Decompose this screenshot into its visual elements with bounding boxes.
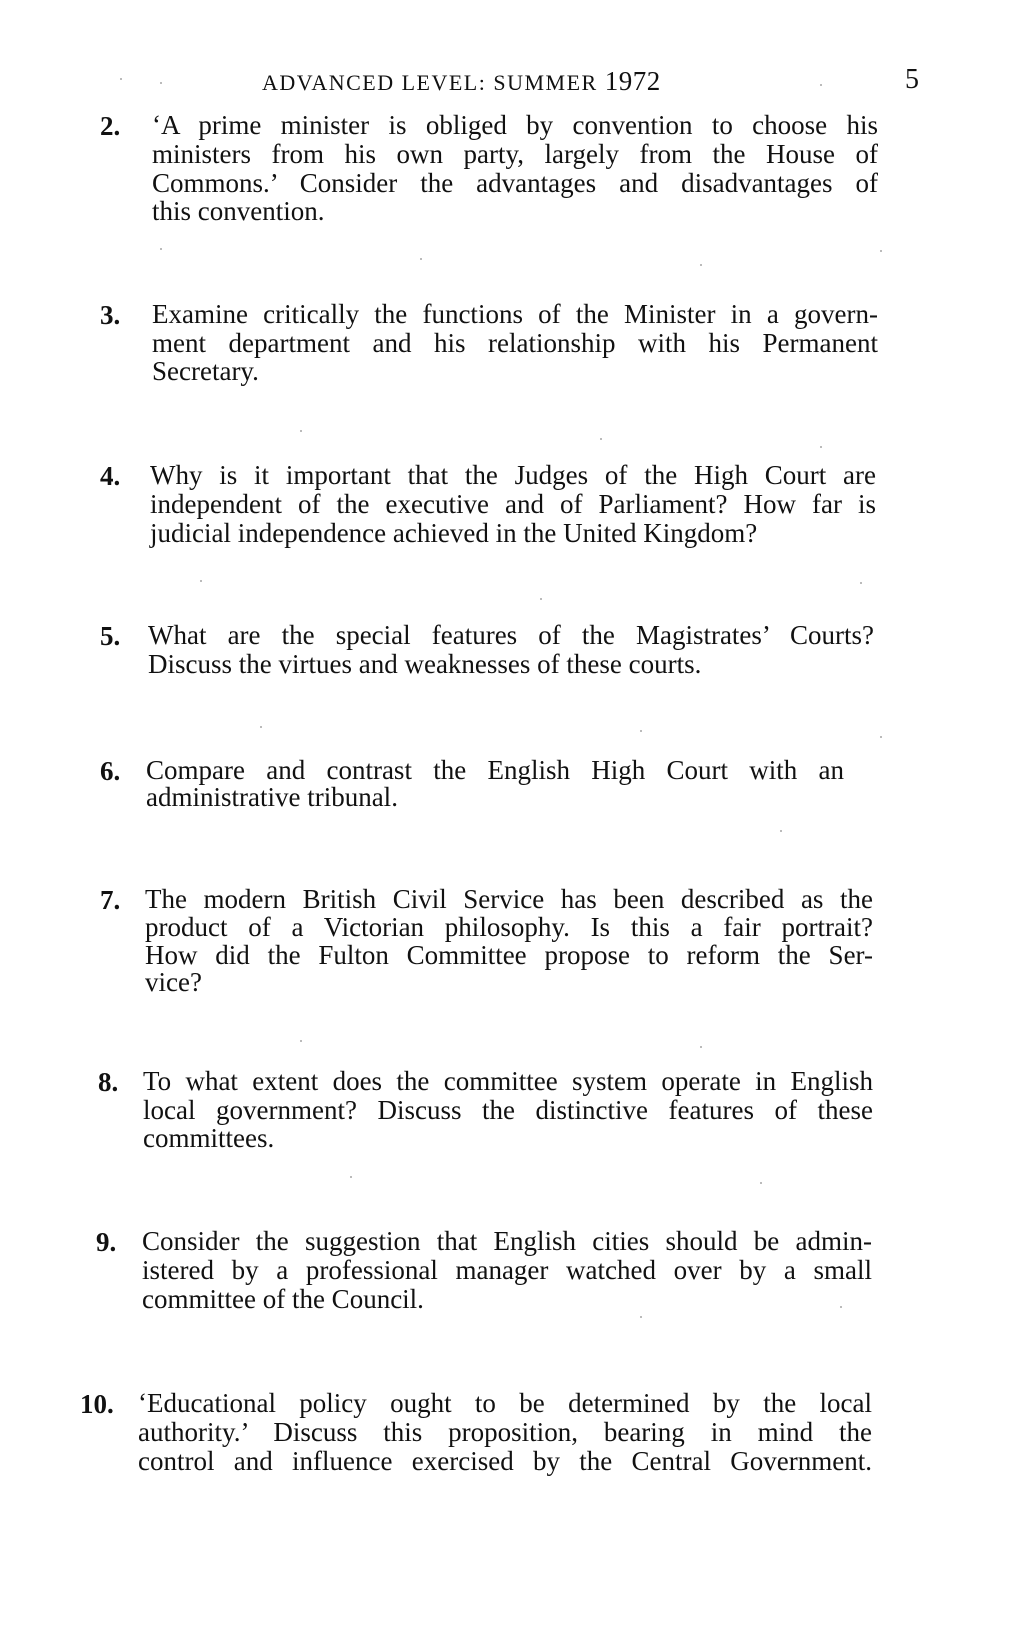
scan-speck [160, 248, 162, 250]
question-number: 6. [100, 756, 121, 786]
question-line: ment department and his relationship with his Permanent [152, 328, 878, 358]
question-line: Examine critically the functions of the Minister in a govern- [152, 299, 878, 329]
question-line: authority.’ Discuss this proposition, bearing in mind the [138, 1417, 872, 1447]
question-line: Why is it important that the Judges of the High Court are [150, 460, 876, 490]
scan-speck [880, 736, 882, 738]
scan-speck [420, 258, 422, 260]
scan-speck [760, 1182, 762, 1184]
question-line: administrative tribunal. [146, 782, 398, 812]
scan-speck [880, 250, 882, 252]
running-title: ADVANCED LEVEL: SUMMER [262, 70, 598, 95]
scan-speck [200, 580, 202, 582]
question-number: 4. [100, 461, 121, 491]
scan-speck [840, 1306, 842, 1308]
scan-speck [260, 726, 262, 728]
question-line: Compare and contrast the English High Court with an [146, 755, 844, 785]
question-line: ‘A prime minister is obliged by convention to choose his [152, 110, 878, 140]
question-line: independent of the executive and of Parliament? How far is [150, 489, 876, 519]
question-line: committee of the Council. [142, 1284, 424, 1314]
question-line: How did the Fulton Committee propose to reform the Ser- [145, 940, 873, 970]
question-line: Secretary. [152, 356, 259, 386]
scan-speck [120, 78, 122, 80]
question-line: control and influence exercised by the Central Government. [138, 1446, 872, 1476]
question-number: 7. [100, 885, 121, 915]
scan-speck [350, 1176, 352, 1178]
scan-speck [540, 598, 542, 600]
question-number: 9. [96, 1227, 117, 1257]
question-line: istered by a professional manager watched over by a small [142, 1255, 872, 1285]
scan-speck [640, 730, 642, 732]
running-head [262, 66, 661, 97]
question-number: 3. [100, 300, 121, 330]
exam-year: 1972 [604, 66, 661, 96]
scan-speck [780, 830, 782, 832]
page-number: 5 [905, 64, 919, 95]
question-line: What are the special features of the Magistrates’ Courts? [148, 620, 874, 650]
scan-speck [640, 1316, 642, 1318]
question-line: committees. [143, 1123, 275, 1153]
question-number: 5. [100, 621, 121, 651]
scan-speck [300, 1040, 302, 1042]
scan-speck [160, 82, 162, 84]
scan-speck [860, 582, 862, 584]
question-number: 2. [100, 111, 121, 141]
question-number: 10. [80, 1389, 114, 1419]
question-line: To what extent does the committee system operate in English [143, 1066, 873, 1096]
question-line: ‘Educational policy ought to be determined by the local [138, 1388, 872, 1418]
question-number: 8. [98, 1067, 119, 1097]
scan-speck [700, 1046, 702, 1048]
scan-speck [300, 430, 302, 432]
scan-speck [600, 438, 602, 440]
question-line: ministers from his own party, largely from the House of [152, 139, 878, 169]
scan-speck [820, 446, 822, 448]
question-line: product of a Victorian philosophy. Is this a fair portrait? [145, 912, 873, 942]
question-line: judicial independence achieved in the United Kingdom? [150, 518, 758, 548]
question-line: this convention. [152, 196, 325, 226]
question-line: vice? [145, 967, 202, 997]
question-line: Consider the suggestion that English cities should be admin- [142, 1226, 872, 1256]
scan-speck [820, 84, 822, 86]
question-line: Discuss the virtues and weaknesses of these courts. [148, 649, 702, 679]
scan-speck [700, 264, 702, 266]
question-line: local government? Discuss the distinctive features of these [143, 1095, 873, 1125]
question-line: The modern British Civil Service has been described as the [145, 884, 873, 914]
question-line: Commons.’ Consider the advantages and disadvantages of [152, 168, 878, 198]
